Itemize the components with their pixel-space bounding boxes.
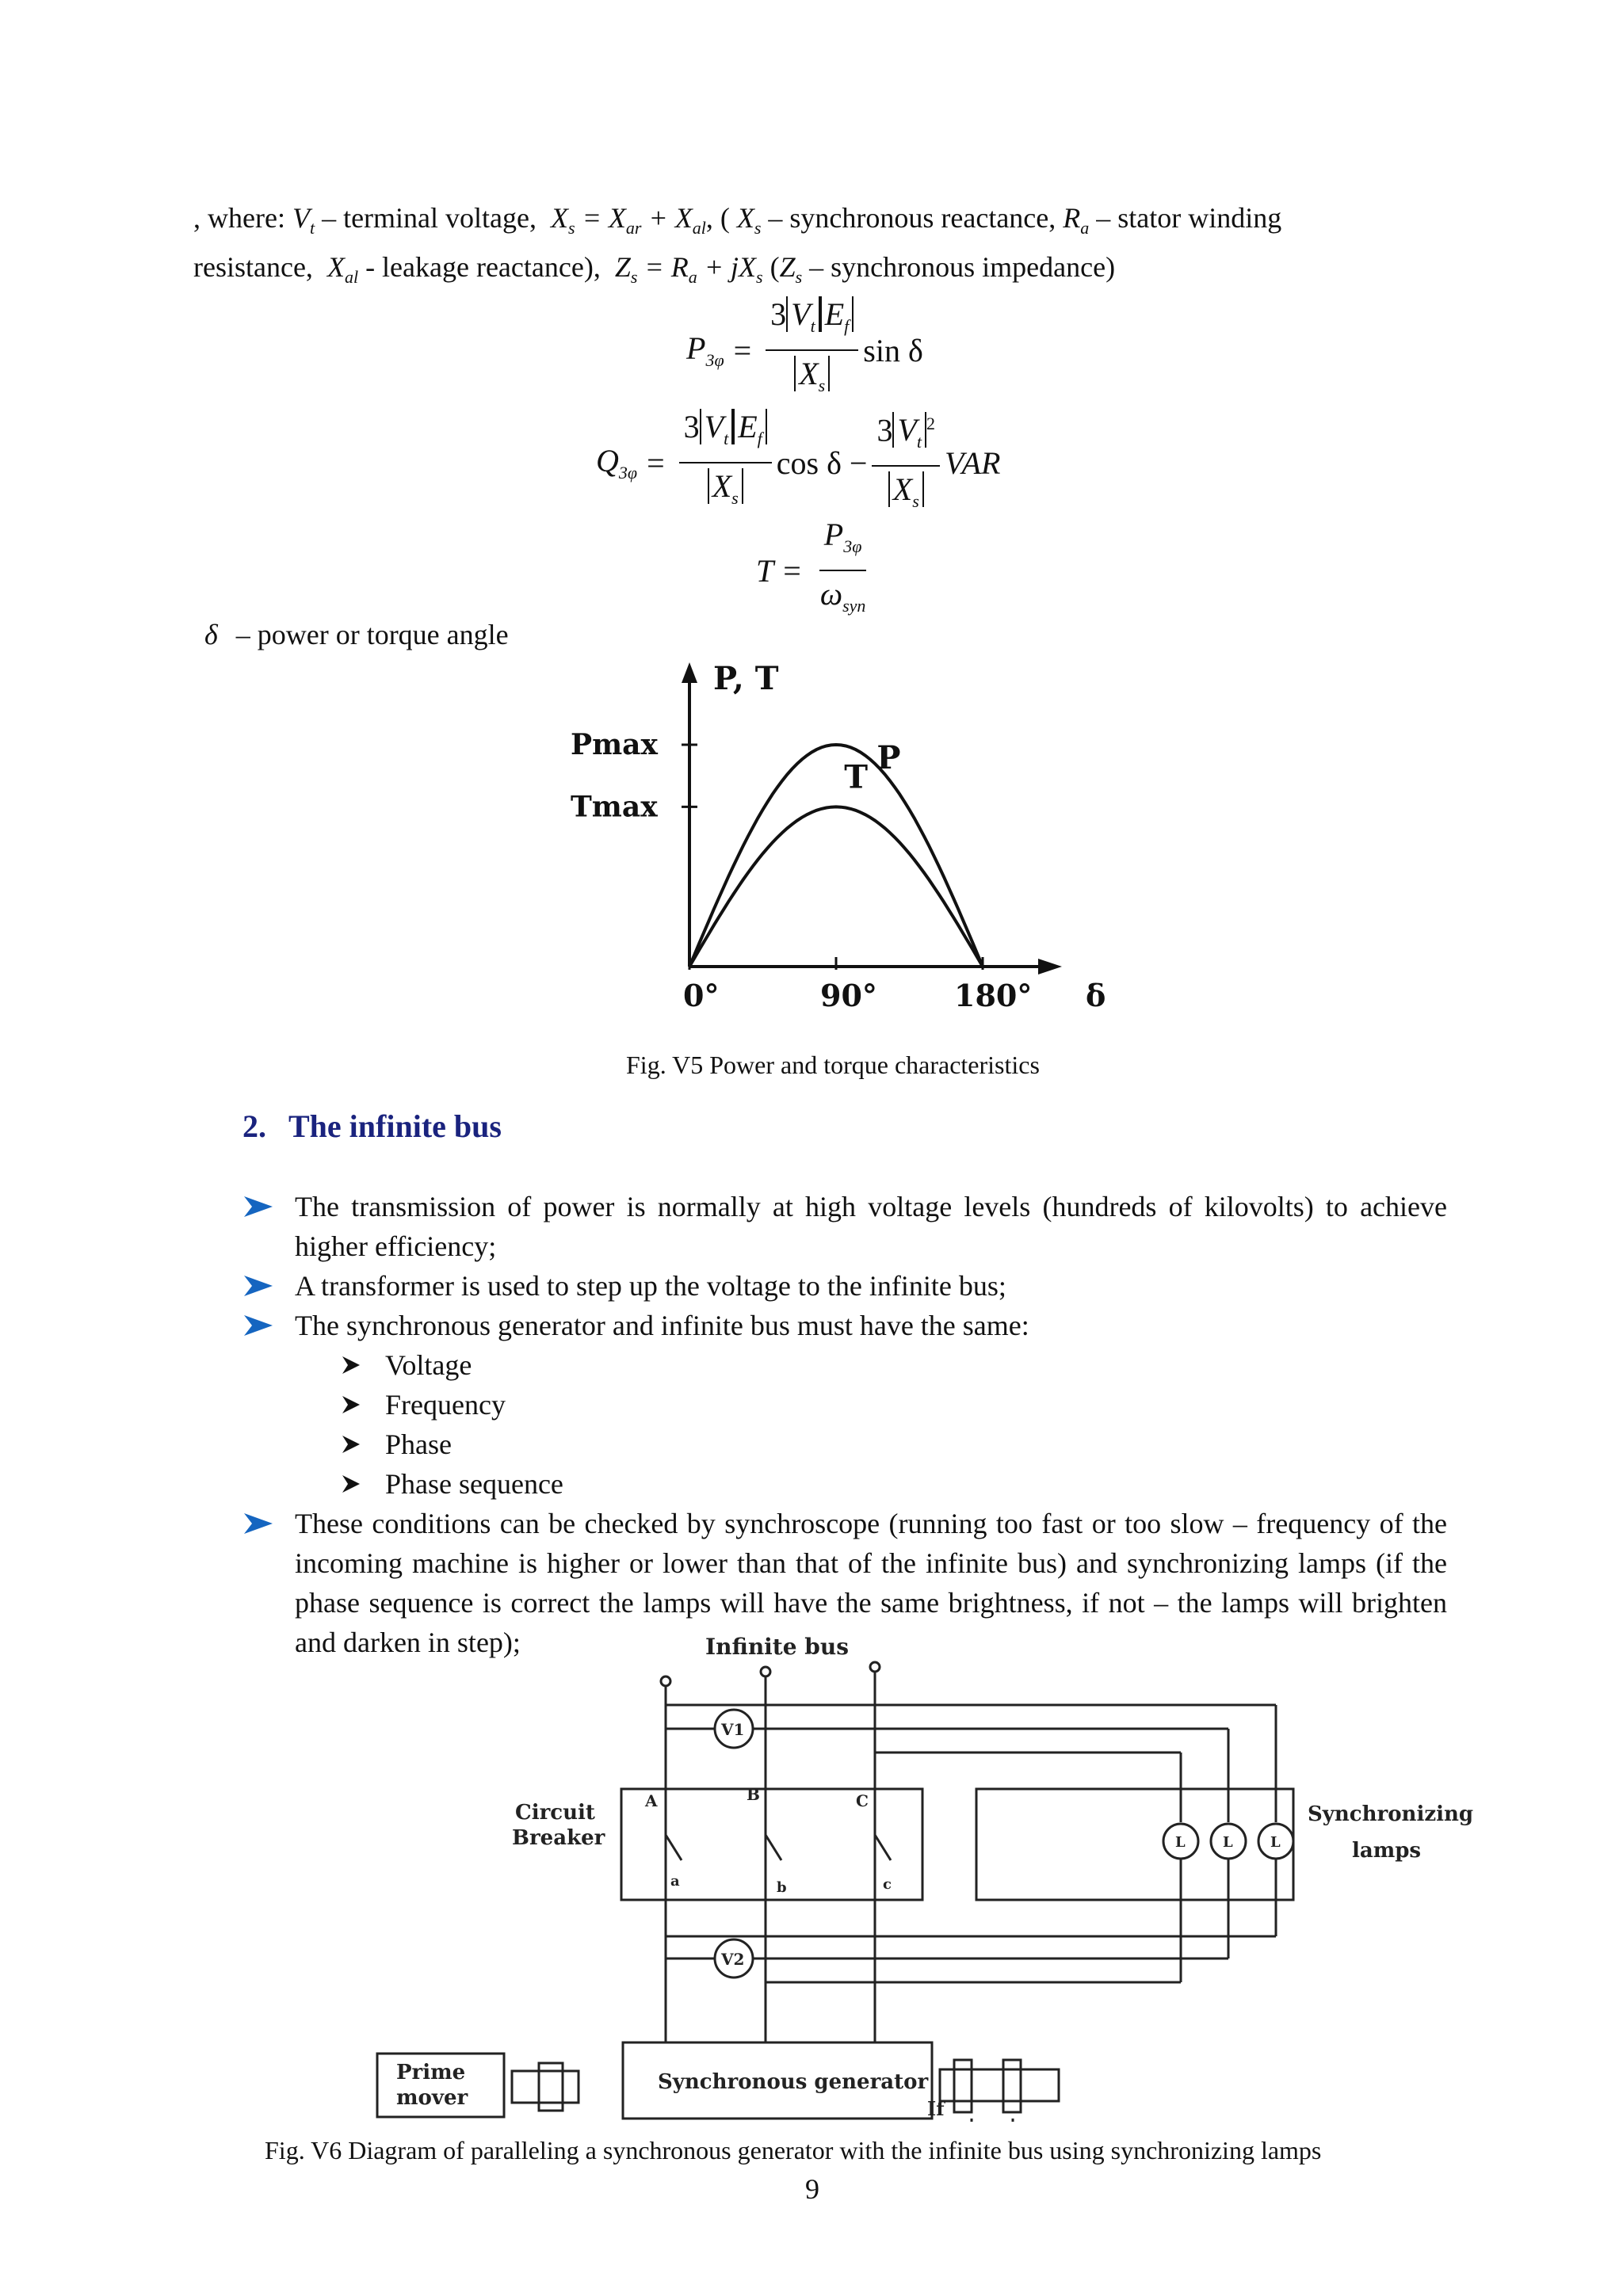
label-generator: Synchronous generator [658, 2070, 929, 2094]
equation-reactive: $Q_{3\varphi}$ = $\frac{3 V_t E_f}{X_s}$ cos δ − $\frac{3 V_t^2}{X_s}$ VAR [596, 404, 1000, 521]
bullet-text: The transmission of power is normally at high voltage levels (hundreds of kilovolts) to achieve higher efficiency; [295, 1191, 1447, 1262]
slip-rings [940, 2069, 1059, 2101]
symbol-zs: $Z_s$ [779, 251, 803, 288]
paralleling-diagram [372, 1630, 1498, 2122]
x-axis-label: δ [1086, 978, 1106, 1013]
intro-line-1: , where: $V_t$ – terminal voltage, $X_s = X_{ar} + X_{al}$, ( $X_s$ – synchronous reactance, $R_a$ – stator winding [193, 202, 1282, 238]
label-lamps: lamps [1352, 1839, 1422, 1863]
label-synchronizing: Synchronizing [1308, 1802, 1474, 1826]
equation-torque: T = $\frac{P_{3\varphi}}{\omega_{syn}}$ [756, 515, 875, 626]
delta-text: – power or torque angle [235, 619, 509, 650]
bullet-item-3 [242, 1306, 1447, 1345]
delta-definition [204, 615, 509, 654]
power-torque-chart [555, 658, 1109, 1022]
y-axis-label: P, T [713, 660, 779, 697]
series-label-t: T [844, 758, 869, 796]
x-tick-label: 180° [954, 978, 1033, 1013]
symbol-vt: $V_t$ [292, 202, 315, 238]
arrow-bullet-icon [341, 1394, 361, 1415]
label-lamp-2: L [1223, 1834, 1233, 1851]
arrow-bullet-icon [341, 1434, 361, 1455]
blue-arrow-icon [242, 1195, 274, 1219]
label-prime: Prime [396, 2061, 466, 2084]
label-v2: V2 [721, 1950, 745, 1969]
x-tick-label: 0° [683, 978, 720, 1013]
label-phase-C: C [856, 1791, 869, 1810]
y-tick-label: Tmax [571, 790, 658, 824]
coupling [512, 2071, 579, 2103]
zs-description: – synchronous impedance) [809, 251, 1116, 283]
ra-description: – stator winding [1096, 202, 1282, 234]
label-v1: V1 [721, 1720, 745, 1739]
symbol-xal: $X_{al}$ [319, 251, 359, 288]
chart-labels [571, 660, 1106, 1013]
eq-p-fraction: $\frac{3 V_t E_f}{X_s}$ [766, 295, 858, 406]
label-mover: mover [396, 2086, 468, 2110]
x-tick-label: 90° [820, 978, 877, 1013]
symbol-xs: $X_s$ [736, 202, 762, 238]
arrow-bullet-icon [341, 1355, 361, 1375]
delta-symbol: δ [204, 619, 218, 650]
label-phase-a: a [670, 1873, 680, 1890]
bullet-list [242, 1187, 1447, 1662]
label-infinite-bus: Infinite bus [705, 1634, 850, 1660]
label-phase-A: A [645, 1791, 658, 1810]
intro-resistance: resistance, [193, 251, 313, 283]
bullet-text: The synchronous generator and infinite bus must have the same: [295, 1310, 1029, 1341]
fig5-caption: Fig. V5 Power and torque characteristics [626, 1051, 1040, 1079]
label-breaker: Breaker [512, 1826, 605, 1850]
series-line-p [689, 745, 983, 967]
sub-item-phase-sequence: Phase sequence [341, 1464, 1447, 1504]
sub-item-voltage: Voltage [341, 1345, 1447, 1385]
label-phase-b: b [777, 1879, 787, 1896]
eq-p-label: $P_{3\varphi}$ [686, 330, 724, 370]
page-number: 9 [805, 2173, 819, 2205]
eq-q-label: $Q_{3\varphi}$ [596, 443, 638, 483]
bus-terminal-b [761, 1667, 770, 1676]
bus-terminal-a [661, 1676, 670, 1686]
intro-where: , where: [193, 202, 285, 234]
section-number: 2. [242, 1108, 266, 1144]
intro-line-2: resistance, $X_{al}$ - leakage reactance), $Z_s = R_a + jX_s$ ($Z_s$ – synchronous impedance) [193, 251, 1116, 288]
x-axis-arrow-icon [1038, 959, 1062, 974]
blue-arrow-icon [242, 1274, 274, 1298]
eq-p-sin: sin δ [863, 332, 923, 368]
chart-series [689, 745, 983, 967]
xal-description: - leakage reactance), [365, 251, 601, 283]
symbol-xs-eq: $X_s = X_{ar} + X_{al}$ [544, 202, 706, 238]
series-line-t [689, 807, 983, 967]
sub-item-frequency: Frequency [341, 1385, 1447, 1425]
eq-t-label: T [756, 552, 774, 589]
xs-description: – synchronous reactance, [768, 202, 1056, 234]
label-lamp-1: L [1175, 1834, 1186, 1851]
bullet-item-1 [242, 1187, 1447, 1266]
label-phase-c: c [883, 1876, 892, 1893]
bullet-text: A transformer is used to step up the voltage to the infinite bus; [295, 1270, 1006, 1302]
fig6-caption: Fig. V6 Diagram of paralleling a synchronous generator with the infinite bus using synchronizing lamps [265, 2136, 1322, 2164]
sub-item-phase: Phase [341, 1425, 1447, 1464]
blue-arrow-icon [242, 1512, 274, 1535]
section-title: The infinite bus [288, 1108, 502, 1144]
vt-description: – terminal voltage, [322, 202, 537, 234]
y-tick-label: Pmax [571, 728, 658, 761]
eq-q-var: VAR [945, 444, 1001, 481]
eq-q-fraction-1: $\frac{3 V_t E_f}{X_s}$ [679, 407, 772, 518]
bus-terminal-c [870, 1662, 880, 1672]
eq-q-fraction-2: $\frac{3 V_t^2}{X_s}$ [872, 404, 940, 521]
symbol-ra: $R_a$ [1063, 202, 1090, 238]
blue-arrow-icon [242, 1314, 274, 1337]
symbol-zs-eq: $Z_s = R_a + jX_s$ [607, 251, 763, 288]
section-heading [242, 1108, 502, 1145]
series-label-p: P [876, 739, 901, 776]
label-if: If [927, 2097, 945, 2120]
equation-power: $P_{3\varphi}$ = $\frac{3 V_t E_f}{X_s}$ sin δ [686, 295, 923, 406]
bullet-text: These conditions can be checked by synchroscope (running too fast or too slow – frequency of the incoming machine is higher or lower than that of the infinite bus) and synchronizing lamps (if the phase sequence is correct the lamps will have the same brightness, if not – the lamps will brighten and darken in step); [295, 1508, 1447, 1658]
bullet-item-2 [242, 1266, 1447, 1306]
y-axis-arrow-icon [682, 662, 697, 683]
arrow-bullet-icon [341, 1474, 361, 1494]
eq-t-fraction: $\frac{P_{3\varphi}}{\omega_{syn}}$ [819, 517, 866, 616]
sub-list [341, 1345, 1447, 1504]
label-circuit: Circuit [515, 1801, 595, 1825]
eq-q-cos: cos δ − [776, 444, 868, 481]
label-lamp-3: L [1270, 1834, 1281, 1851]
label-phase-B: B [747, 1785, 760, 1804]
